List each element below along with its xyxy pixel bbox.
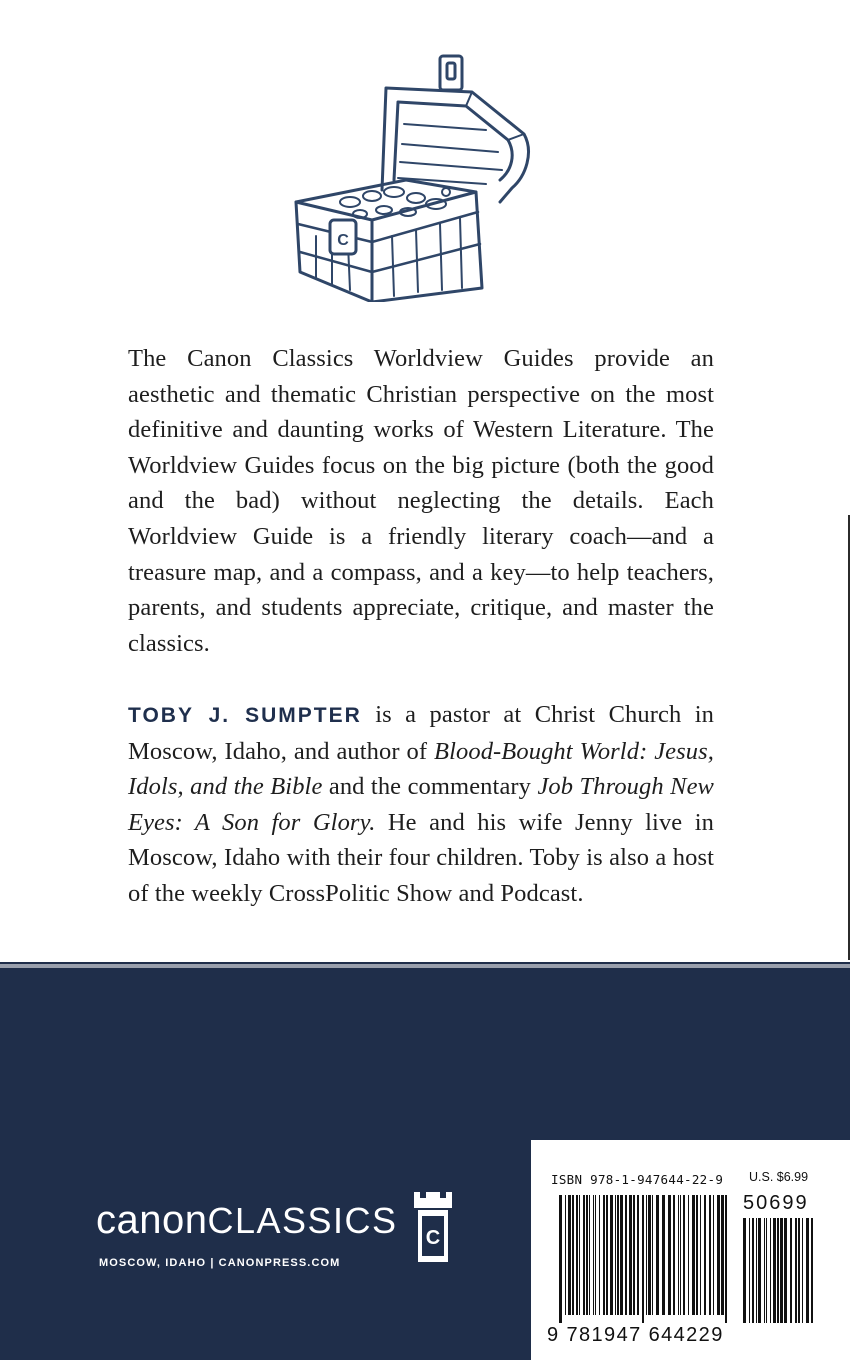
barcode-bar (572, 1195, 574, 1315)
barcode-bar (595, 1195, 596, 1315)
bio-text-3: He and his wife Jenny live in Moscow, Idaho with their four children. Toby is also a host of the weekly CrossPolitic Show and Podcast. (128, 808, 714, 907)
chest-lock-letter: C (337, 232, 349, 249)
barcode-bar (620, 1195, 623, 1315)
barcode-bar (589, 1195, 590, 1315)
tower-letter: C (425, 1227, 441, 1249)
barcode-bar (717, 1195, 720, 1315)
barcode-bar (773, 1218, 776, 1323)
barcode-bar (629, 1195, 632, 1315)
barcode-bar (756, 1218, 757, 1323)
barcode-bar (633, 1195, 635, 1315)
barcode-bar (790, 1218, 792, 1323)
barcode-bar (662, 1195, 665, 1315)
barcode-bar (700, 1195, 701, 1315)
logo-classics: CLASSICS (207, 1200, 398, 1241)
barcode-bar (798, 1218, 800, 1323)
barcode-bar (678, 1195, 679, 1315)
barcode-bar (652, 1195, 653, 1315)
barcode-bar (610, 1195, 613, 1315)
barcode-bar (648, 1195, 651, 1315)
treasure-chest-icon (286, 52, 538, 302)
barcode-bar (713, 1195, 714, 1315)
addon-barcode (743, 1218, 815, 1323)
series-description: The Canon Classics Worldview Guides provide an aesthetic and thematic Christian perspective on the most definitive and daunting works of Western Literature. The Worldview Guides focus on the big picture (both the good and the bad) without neglecting the details. Each Worldview Guide is a friendly literary coach—and a treasure map, and a compass, and a key—to help teachers, parents, and students appreciate, critique, and master the classics. (128, 345, 714, 657)
book-title-job-through-new-eyes: Job Through New Eyes: A Son for Glory. (128, 773, 714, 836)
barcode-bar (766, 1218, 767, 1323)
barcode-bar (795, 1218, 797, 1323)
barcode-bar (752, 1218, 754, 1323)
barcode-bar (749, 1218, 750, 1323)
barcode-bar (646, 1195, 647, 1315)
barcode-bar (780, 1218, 783, 1323)
barcode-bar (606, 1195, 608, 1315)
barcode-bar (583, 1195, 585, 1315)
barcode-bar (696, 1195, 698, 1315)
barcode-bar (668, 1195, 671, 1315)
barcode-bar (656, 1195, 659, 1315)
barcode-bar (603, 1195, 605, 1315)
barcode-bar (593, 1195, 594, 1315)
ean-barcode (559, 1195, 727, 1323)
barcode-bar (599, 1195, 600, 1315)
barcode-bar (688, 1195, 689, 1315)
isbn-text: ISBN 978-1-947644-22-9 (551, 1172, 724, 1187)
barcode-bar (806, 1218, 809, 1323)
barcode-bar (784, 1218, 787, 1323)
ean-digits: 9 781947 644229 (547, 1324, 724, 1346)
logo-wordmark (96, 1198, 398, 1243)
bio-text-1: is a pastor at Christ Church in Moscow, Idaho, and author of (128, 701, 714, 765)
barcode-bar (811, 1218, 813, 1323)
book-title-blood-bought-world: Blood-Bought World: Jesus, Idols, and the Bible (128, 737, 715, 801)
bio-text-2: and the commentary (322, 773, 538, 801)
barcode-bar (802, 1218, 803, 1323)
barcode-bar (586, 1195, 588, 1315)
price-label: U.S. $6.99 (749, 1170, 809, 1184)
barcode-bar (565, 1195, 566, 1315)
barcode-bar (758, 1218, 761, 1323)
barcode-bar (617, 1195, 619, 1315)
barcode-panel (531, 1140, 850, 1360)
barcode-bar (725, 1195, 727, 1323)
barcode-bar (743, 1218, 746, 1323)
author-bio (128, 697, 714, 912)
barcode-bar (764, 1218, 765, 1323)
author-name: TOBY J. SUMPTER (128, 704, 362, 727)
footer-divider (0, 964, 850, 968)
barcode-bar (680, 1195, 681, 1315)
barcode-bar (673, 1195, 675, 1315)
barcode-bar (704, 1195, 706, 1315)
tower-logo-icon (412, 1190, 454, 1266)
barcode-bar (642, 1195, 644, 1323)
barcode-bar (683, 1195, 685, 1315)
barcode-bar (709, 1195, 711, 1315)
barcode-bar (637, 1195, 639, 1315)
barcode-bar (777, 1218, 779, 1323)
barcode-bar (579, 1195, 580, 1315)
addon-digits: 50699 (743, 1192, 809, 1214)
barcode-bar (576, 1195, 578, 1315)
logo-canon: canon (96, 1198, 208, 1242)
publisher-tagline: MOSCOW, IDAHO | CANONPRESS.COM (99, 1257, 341, 1269)
barcode-bar (625, 1195, 627, 1315)
barcode-bar (568, 1195, 571, 1315)
barcode-bar (770, 1218, 771, 1323)
barcode-bar (559, 1195, 562, 1323)
barcode-bar (721, 1195, 724, 1315)
barcode-bar (692, 1195, 695, 1315)
barcode-bar (615, 1195, 616, 1315)
